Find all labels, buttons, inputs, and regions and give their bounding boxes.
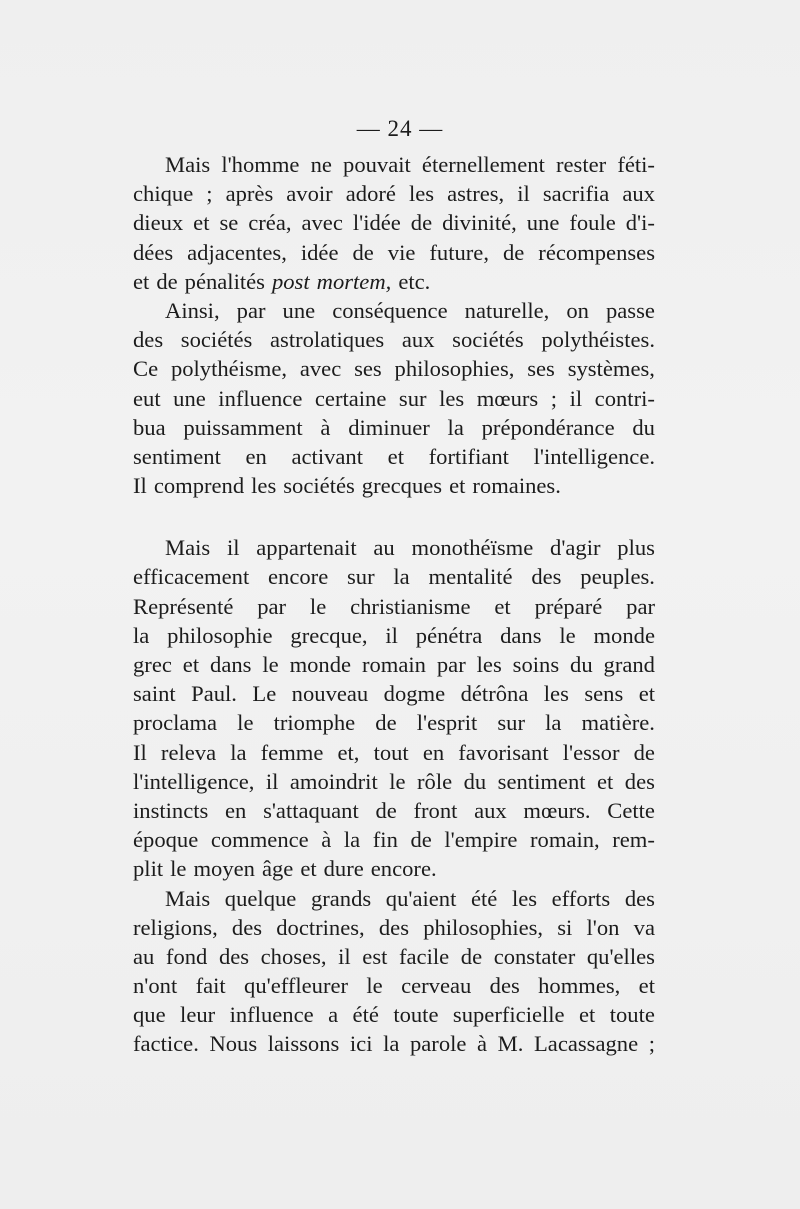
text-line: que leur influence a été toute superficielle et toute <box>133 1002 655 1028</box>
text-line: factice. Nous laissons ici la parole à M. Lacassagne ; <box>133 1031 655 1057</box>
text-line: saint Paul. Le nouveau dogme détrôna les sens et <box>133 681 655 707</box>
text-line: sentiment en activant et fortifiant l'intelligence. <box>133 443 655 469</box>
text-line: grec et dans le monde romain par les soins du grand <box>133 652 655 677</box>
text-line: efficacement encore sur la mentalité des peuples. <box>133 564 655 590</box>
text-line: Mais l'homme ne pouvait éternellement rester féti- <box>165 152 655 177</box>
text-line: la philosophie grecque, il pénétra dans le monde <box>133 622 655 648</box>
text-line: chique ; après avoir adoré les astres, il sacrifia aux <box>133 181 655 207</box>
text-line: eut une influence certaine sur les mœurs ; il contri- <box>133 385 655 411</box>
text-line: instincts en s'attaquant de front aux mœurs. Cette <box>133 797 655 823</box>
text-line: Ce polythéisme, avec ses philosophies, ses systèmes, <box>133 356 655 382</box>
text-line: Il releva la femme et, tout en favorisant l'essor de <box>133 739 655 765</box>
text-line: dieux et se créa, avec l'idée de divinité, une foule d'i- <box>133 210 655 236</box>
text-line: dées adjacentes, idée de vie future, de récompenses <box>133 239 655 265</box>
text-line: au fond des choses, il est facile de constater qu'elles <box>133 943 655 969</box>
text-line: Représenté par le christianisme et préparé par <box>133 593 655 619</box>
text-line: Mais quelque grands qu'aient été les efforts des <box>165 885 655 911</box>
text-line: n'ont fait qu'effleurer le cerveau des hommes, et <box>133 973 655 999</box>
paragraph-gap <box>133 500 655 533</box>
body-text <box>133 150 655 1059</box>
page-number: — 24 — <box>356 116 444 141</box>
text-line: plit le moyen âge et dure encore. <box>133 856 437 882</box>
text-line: et de pénalités post mortem, etc. <box>133 268 431 294</box>
text-line: des sociétés astrolatiques aux sociétés polythéistes. <box>133 327 655 353</box>
text-line: bua puissamment à diminuer la prépondérance du <box>133 414 655 440</box>
text-line: religions, des doctrines, des philosophies, si l'on va <box>133 914 655 940</box>
text-line: proclama le triomphe de l'esprit sur la matière. <box>133 710 655 736</box>
text-line: l'intelligence, il amoindrit le rôle du sentiment et des <box>133 768 655 794</box>
text-line: Il comprend les sociétés grecques et romaines. <box>133 473 561 499</box>
text-line: Ainsi, par une conséquence naturelle, on passe <box>165 297 655 323</box>
text-line: époque commence à la fin de l'empire romain, rem- <box>133 827 655 853</box>
text-line: Mais il appartenait au monothéïsme d'agir plus <box>165 535 655 561</box>
